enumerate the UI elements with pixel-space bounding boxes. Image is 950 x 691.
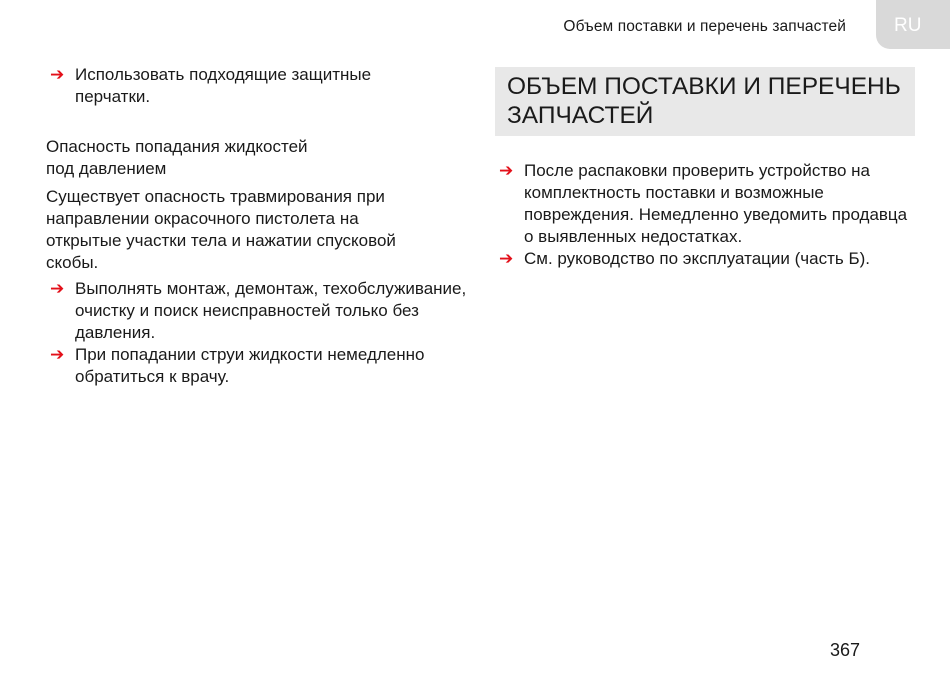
running-header-title: Объем поставки и перечень запчастей bbox=[563, 18, 846, 35]
warning-text: Существует опасность травмирования при направлении окрасочного пистолета на открытые участки тела и нажатии спусковой скобы. bbox=[46, 187, 396, 272]
section-heading: ОБЪЕМ ПОСТАВКИ И ПЕРЕЧЕНЬ ЗАПЧАСТЕЙ bbox=[495, 67, 915, 136]
left-column bbox=[46, 64, 476, 388]
bullet-text: При попадании струи жидкости немедленно обратиться к врачу. bbox=[75, 345, 425, 386]
arrow-right-icon: ➔ bbox=[499, 249, 514, 268]
arrow-right-icon: ➔ bbox=[499, 161, 514, 180]
bullet-item-maintenance bbox=[46, 278, 475, 344]
language-tab: RU bbox=[876, 0, 950, 49]
bullet-text: См. руководство по эксплуатации (часть Б). bbox=[524, 249, 870, 268]
arrow-right-icon: ➔ bbox=[50, 65, 65, 84]
right-column bbox=[495, 67, 915, 270]
arrow-right-icon: ➔ bbox=[50, 345, 65, 364]
arrow-right-icon: ➔ bbox=[50, 279, 65, 298]
bullet-item-unpack bbox=[495, 160, 919, 248]
bullet-item-gloves bbox=[46, 64, 435, 108]
bullet-text: Использовать подходящие защитные перчатки. bbox=[75, 65, 372, 106]
bullet-text: После распаковки проверить устройство на комплектность поставки и возможные повреждения. Немедленно уведомить продавца о выявленных недостатках. bbox=[524, 161, 908, 246]
warning-title-line: под давлением bbox=[46, 159, 167, 178]
bullet-item-manual bbox=[495, 248, 944, 270]
bullet-item-doctor bbox=[46, 344, 505, 388]
page-number: 367 bbox=[830, 640, 861, 660]
bullet-text: Выполнять монтаж, демонтаж, техобслуживание, очистку и поиск неисправностей только без давления. bbox=[75, 279, 467, 342]
warning-title bbox=[46, 136, 476, 180]
warning-title-line: Опасность попадания жидкостей bbox=[46, 137, 308, 156]
